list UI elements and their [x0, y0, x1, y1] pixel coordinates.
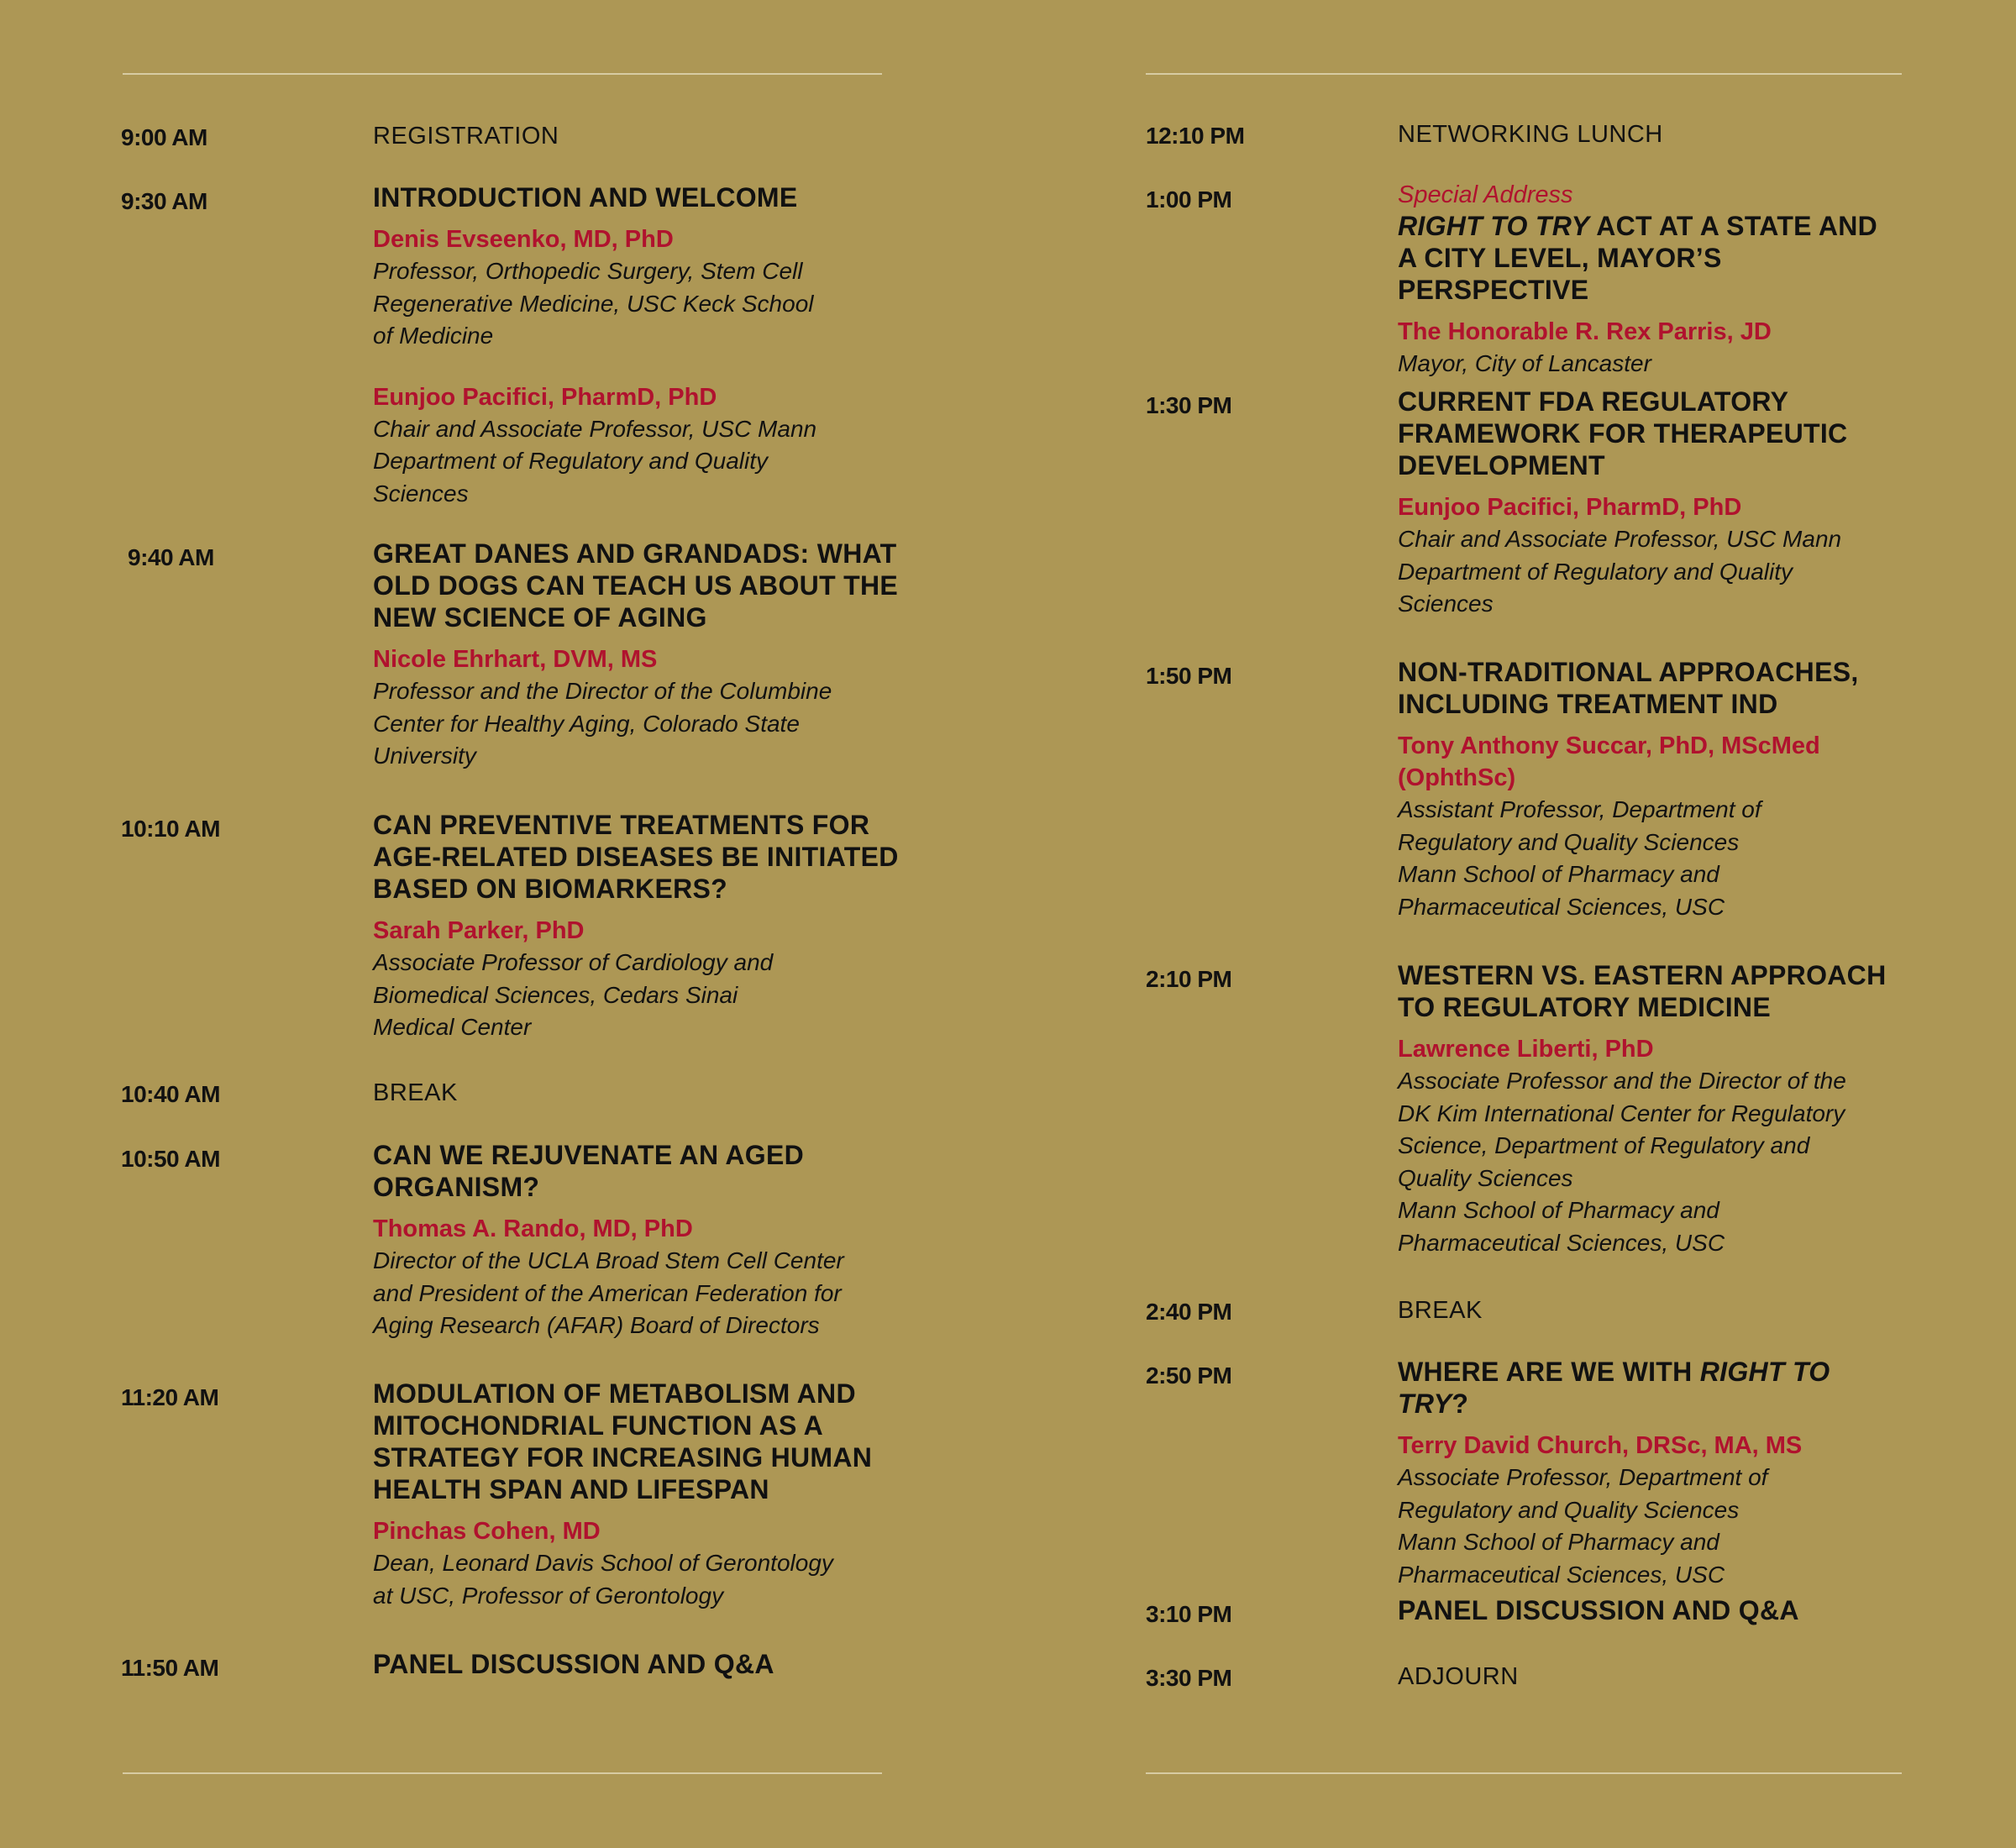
speaker-affiliation: Director of the UCLA Broad Stem Cell Center and President of the American Federation for Aging Research (AFAR) Board of Directors: [373, 1247, 844, 1338]
agenda-slot: [1146, 1356, 1902, 1594]
slot-title: NON-TRADITIONAL APPROACHES, INCLUDING TREATMENT IND: [1398, 657, 1859, 719]
slot-time: 9:00 AM: [121, 124, 207, 150]
speaker-affiliation: Mayor, City of Lancaster: [1398, 350, 1651, 376]
slot-title: GREAT DANES AND GRANDADS: WHAT OLD DOGS CAN TEACH US ABOUT THE NEW SCIENCE OF AGING: [373, 538, 899, 633]
slot-title: INTRODUCTION AND WELCOME: [373, 182, 798, 213]
title-text: ?: [1452, 1389, 1469, 1419]
agenda-slot: [121, 1648, 902, 1698]
slot-title: BREAK: [373, 1079, 458, 1106]
speaker: [373, 1515, 902, 1612]
schedule-column-morning: [121, 118, 902, 1698]
title-emphasis: RIGHT TO TRY: [1398, 211, 1590, 241]
title-text: WHERE ARE WE WITH: [1398, 1357, 1700, 1387]
slot-time: 9:30 AM: [121, 188, 207, 214]
slot-time: 1:00 PM: [1146, 186, 1232, 213]
agenda-slot: [1146, 1594, 1902, 1658]
slot-title: [1398, 210, 1902, 306]
speaker-name: Lawrence Liberti, PhD: [1398, 1036, 1654, 1063]
speaker: [373, 1213, 902, 1342]
slot-title: PANEL DISCUSSION AND Q&A: [1398, 1595, 1799, 1625]
speaker-name: Sarah Parker, PhD: [373, 917, 585, 944]
bottom-rule-right: [1146, 1772, 1902, 1774]
speaker: [373, 381, 902, 511]
speaker: [1398, 1033, 1902, 1259]
agenda-slot: [121, 1074, 902, 1139]
slot-title: CURRENT FDA REGULATORY FRAMEWORK FOR THERAPEUTIC DEVELOPMENT: [1398, 386, 1848, 480]
agenda-slot: [1146, 1292, 1902, 1356]
speaker-affiliation: Professor, Orthopedic Surgery, Stem Cell Regenerative Medicine, USC Keck School of Medicine: [373, 258, 814, 349]
speaker-affiliation: Professor and the Director of the Columbine Center for Healthy Aging, Colorado State University: [373, 678, 832, 769]
speaker-name: Tony Anthony Succar, PhD, MScMed (OphthSc): [1398, 732, 1820, 791]
slot-time: 10:40 AM: [121, 1081, 220, 1107]
speaker-name: The Honorable R. Rex Parris, JD: [1398, 318, 1772, 345]
slot-title: MODULATION OF METABOLISM AND MITOCHONDRIAL FUNCTION AS A STRATEGY FOR INCREASING HUMAN HEALTH SPAN AND LIFESPAN: [373, 1378, 873, 1504]
slot-time: 2:50 PM: [1146, 1362, 1232, 1389]
agenda-slot: [1146, 1658, 1902, 1709]
top-rule-left: [123, 73, 882, 75]
slot-time: 10:50 AM: [121, 1146, 220, 1172]
slot-title: PANEL DISCUSSION AND Q&A: [373, 1649, 774, 1679]
speaker-affiliation: Associate Professor and the Director of the DK Kim International Center for Regulatory Science, Department of Regulatory and Quality Sciences Mann School of Pharmacy and Pharmaceutical Sciences, USC: [1398, 1068, 1846, 1256]
speaker: [1398, 316, 1902, 381]
agenda-slot: [1146, 180, 1902, 386]
slot-title: ADJOURN: [1398, 1663, 1519, 1690]
title-text: ACT AT A STATE AND A CITY LEVEL, MAYOR’S PERSPECTIVE: [1398, 211, 1878, 305]
speaker-name: Terry David Church, DRSc, MA, MS: [1398, 1432, 1803, 1459]
slot-title: NETWORKING LUNCH: [1398, 121, 1663, 148]
slot-time: 1:50 PM: [1146, 663, 1232, 689]
special-address-label: Special Address: [1398, 181, 1573, 208]
speaker-name: Eunjoo Pacifici, PharmD, PhD: [373, 383, 717, 411]
slot-time: 3:10 PM: [1146, 1601, 1232, 1627]
agenda-slot: [121, 1139, 902, 1378]
slot-title: REGISTRATION: [373, 123, 559, 150]
slot-title: WESTERN VS. EASTERN APPROACH TO REGULATORY MEDICINE: [1398, 960, 1887, 1022]
speaker: [373, 223, 902, 353]
agenda-slot: [121, 118, 902, 181]
agenda-slot: [1146, 656, 1902, 959]
agenda-slot: [121, 809, 902, 1074]
agenda-slot: [121, 181, 902, 538]
slot-time: 12:10 PM: [1146, 123, 1245, 149]
slot-time: 11:20 AM: [121, 1384, 219, 1410]
speaker-name: Eunjoo Pacifici, PharmD, PhD: [1398, 494, 1742, 521]
speaker: [1398, 730, 1902, 923]
speaker-affiliation: Associate Professor of Cardiology and Biomedical Sciences, Cedars Sinai Medical Center: [373, 949, 774, 1040]
slot-time: 2:40 PM: [1146, 1299, 1232, 1325]
slot-time: 2:10 PM: [1146, 966, 1232, 992]
top-rule-right: [1146, 73, 1902, 75]
slot-time: 10:10 AM: [121, 816, 220, 842]
agenda-slot: [121, 1378, 902, 1648]
slot-title: BREAK: [1398, 1297, 1483, 1324]
speaker-affiliation: Associate Professor, Department of Regulatory and Quality Sciences Mann School of Pharmacy and Pharmaceutical Sciences, USC: [1398, 1464, 1768, 1588]
slot-time: 9:40 AM: [128, 544, 214, 570]
speaker-name: Nicole Ehrhart, DVM, MS: [373, 646, 658, 673]
speaker: [1398, 1430, 1902, 1591]
speaker-affiliation: Assistant Professor, Department of Regulatory and Quality Sciences Mann School of Pharmacy and Pharmaceutical Sciences, USC: [1398, 796, 1761, 920]
speaker-name: Pinchas Cohen, MD: [373, 1518, 601, 1545]
speaker-affiliation: Chair and Associate Professor, USC Mann Department of Regulatory and Quality Sciences: [373, 415, 817, 507]
slot-time: 1:30 PM: [1146, 392, 1232, 418]
speaker-affiliation: Dean, Leonard Davis School of Gerontology at USC, Professor of Gerontology: [373, 1550, 833, 1609]
title-emphasis: RIGHT TO TRY: [1398, 1357, 1830, 1419]
speaker-name: Thomas A. Rando, MD, PhD: [373, 1215, 693, 1242]
agenda-slot: [121, 538, 902, 809]
speaker: [373, 643, 902, 773]
slot-title: CAN WE REJUVENATE AN AGED ORGANISM?: [373, 1140, 805, 1202]
speaker-name: Denis Evseenko, MD, PhD: [373, 226, 674, 253]
speaker-affiliation: Chair and Associate Professor, USC Mann Department of Regulatory and Quality Sciences: [1398, 526, 1842, 617]
slot-title: [1398, 1356, 1902, 1420]
slot-time: 11:50 AM: [121, 1655, 219, 1681]
speaker: [373, 915, 902, 1044]
slot-time: 3:30 PM: [1146, 1665, 1232, 1691]
agenda-slot: [1146, 116, 1902, 180]
slot-title: CAN PREVENTIVE TREATMENTS FOR AGE-RELATED DISEASES BE INITIATED BASED ON BIOMARKERS?: [373, 810, 899, 904]
speaker: [1398, 491, 1902, 621]
agenda-slot: [1146, 959, 1902, 1292]
agenda-slot: [1146, 386, 1902, 656]
schedule-column-afternoon: [1146, 116, 1902, 1709]
bottom-rule-left: [123, 1772, 882, 1774]
